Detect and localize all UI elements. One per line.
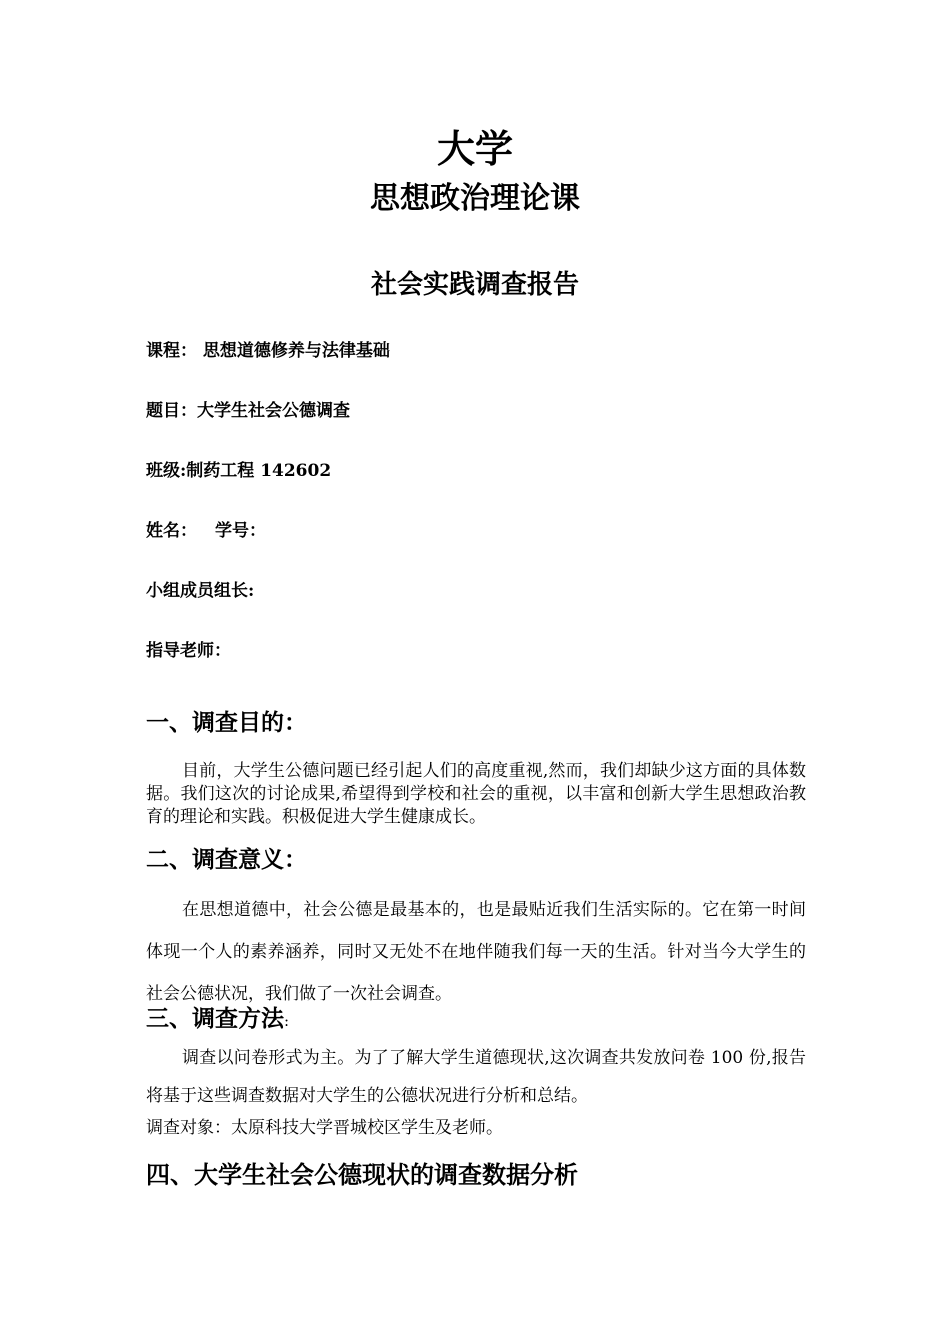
report-title: 社会实践调查报告 — [370, 270, 579, 300]
topic-line: 题目：大学生社会公德调查 — [146, 401, 350, 421]
advisor-line: 指导老师： — [146, 641, 231, 661]
section-body-purpose: 目前，大学生公德问题已经引起人们的高度重视,然而，我们却缺少这方面的具体数据。我们这次的讨论成果,希望得到学校和社会的重视，以丰富和创新大学生思想政治教育的理论和实践。积极促进大学生健康成长。 — [146, 761, 806, 827]
section-heading-method — [146, 1004, 826, 1036]
survey-target-line: 调查对象：太原科技大学晋城校区学生及老师。 — [146, 1118, 503, 1138]
class-line: 班级:制药工程 142602 — [146, 461, 332, 481]
section-heading-method-colon: : — [284, 1012, 290, 1030]
section-heading-method-text: 三、调查方法 — [146, 1005, 284, 1032]
section-heading-analysis: 四、大学生社会公德现状的调查数据分析 — [146, 1160, 578, 1189]
section-body-significance: 在思想道德中，社会公德是最基本的，也是最贴近我们生活实际的。它在第一时间体现一个人的素养涵养，同时又无处不在地伴随我们每一天的生活。针对当今大学生的社会公德状况，我们做了一次社会调查。 — [146, 900, 806, 1004]
course-line: 课程： 思想道德修养与法律基础 — [146, 341, 390, 361]
document-title: 大学 — [436, 126, 513, 171]
section-body-method: 调查以问卷形式为主。为了了解大学生道德现状,这次调查共发放问卷 100 份,报告将基于这些调查数据对大学生的公德状况进行分析和总结。 — [146, 1048, 806, 1106]
student-id-label: 学号： — [215, 521, 266, 541]
name-label: 姓名： — [146, 521, 197, 541]
group-line: 小组成员组长: — [146, 581, 255, 601]
name-id-line — [146, 519, 826, 543]
section-heading-purpose: 一、调查目的： — [146, 709, 307, 736]
section-heading-significance: 二、调查意义： — [146, 846, 307, 873]
document-subtitle: 思想政治理论课 — [370, 181, 580, 216]
